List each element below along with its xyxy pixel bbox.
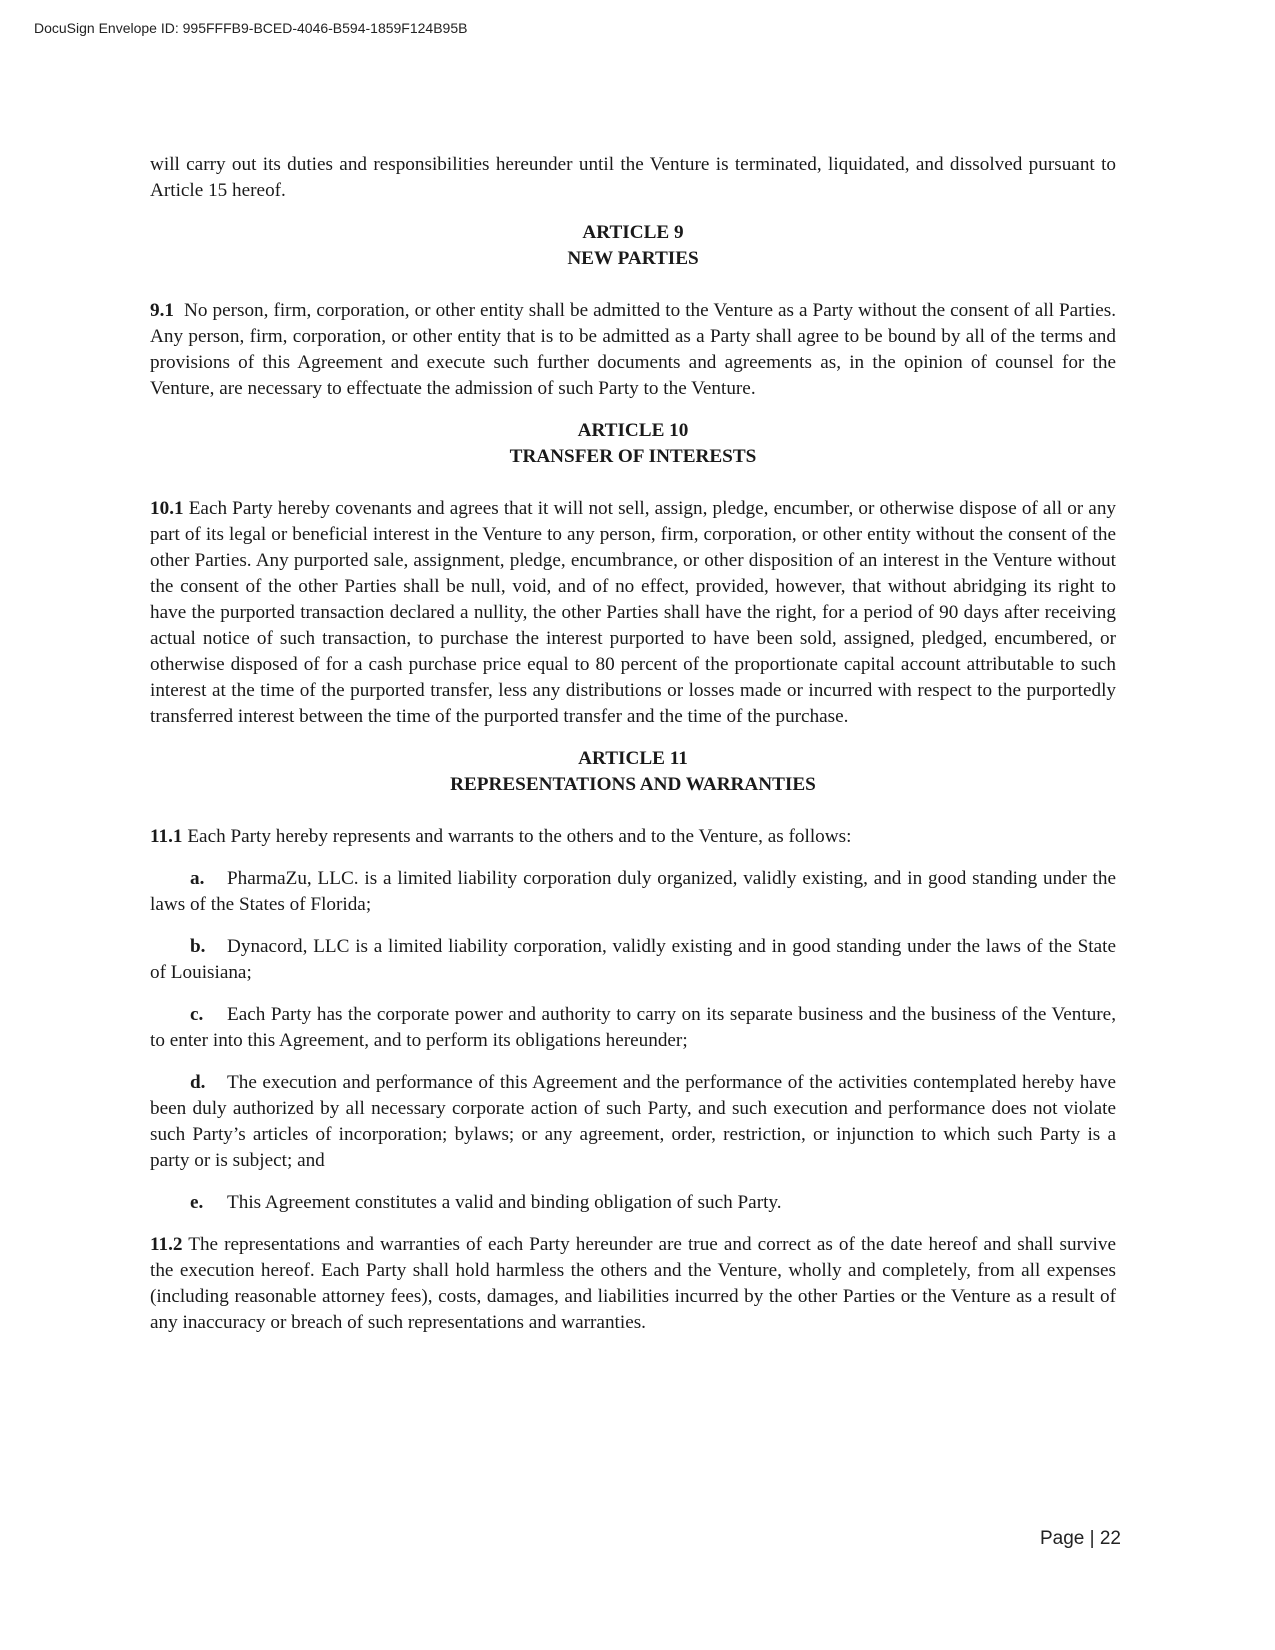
section-number: 11.2: [150, 1234, 183, 1255]
section-number: 11.1: [150, 826, 183, 847]
list-item-letter: b.: [190, 936, 206, 957]
list-item-text: PharmaZu, LLC. is a limited liability corporation duly organized, validly existing, and in good standing under the laws of the States of Florida;: [150, 868, 1116, 915]
list-item-letter: d.: [190, 1072, 206, 1093]
section-text: No person, firm, corporation, or other entity shall be admitted to the Venture as a Party without the consent of all Parties. Any person, firm, corporation, or other entity that is to be admitted as a Party shall agree to be bound by all of the terms and provisions of this Agreement and execute such further documents and agreements as, in the opinion of counsel for the Venture, are necessary to effectuate the admission of such Party to the Venture.: [150, 300, 1117, 399]
section-9-1: [150, 298, 1116, 402]
list-item-text: The execution and performance of this Agreement and the performance of the activities contemplated hereby have been duly authorized by all necessary corporate action of such Party, and such execution and performance does not violate such Party’s articles of incorporation; bylaws; or any agreement, order, restriction, or injunction to which such Party is a party or is subject; and: [150, 1072, 1116, 1171]
list-item: [150, 1070, 1116, 1174]
list-item: [150, 866, 1116, 918]
section-11-2: [150, 1232, 1116, 1336]
section-text: Each Party hereby covenants and agrees that it will not sell, assign, pledge, encumber, or otherwise dispose of all or any part of its legal or beneficial interest in the Venture to any person, firm, corporation, or other entity without the consent of the other Parties. Any purported sale, assignment, pledge, encumbrance, or other disposition of an interest in the Venture without the consent of the other Parties shall be null, void, and of no effect, provided, however, that without abridging its right to have the purported transaction declared a nullity, the other Parties shall have the right, for a period of 90 days after receiving actual notice of such transaction, to purchase the interest purported to have been sold, assigned, pledged, encumbered, or otherwise disposed of for a cash purchase price equal to 80 percent of the proportionate capital account attributable to such interest at the time of the purported transfer, less any distributions or losses made or incurred with respect to the purportedly transferred interest between the time of the purported transfer and the time of the purchase.: [150, 498, 1117, 727]
document-body: [150, 152, 1116, 1336]
section-number: 9.1: [150, 300, 174, 321]
section-text: Each Party hereby represents and warrants to the others and to the Venture, as follows:: [187, 826, 852, 847]
article-11-heading: [150, 746, 1116, 798]
section-number: 10.1: [150, 498, 184, 519]
article-11-subtitle: REPRESENTATIONS AND WARRANTIES: [450, 774, 816, 795]
list-item-letter: c.: [190, 1004, 204, 1025]
article-11-title: ARTICLE 11: [578, 748, 688, 769]
list-item-letter: a.: [190, 868, 205, 889]
article-9-subtitle: NEW PARTIES: [567, 248, 699, 269]
section-text: The representations and warranties of each Party hereunder are true and correct as of the date hereof and shall survive the execution hereof. Each Party shall hold harmless the others and the Venture, wholly and completely, from all expenses (including reasonable attorney fees), costs, damages, and liabilities incurred by the other Parties or the Venture as a result of any inaccuracy or breach of such representations and warranties.: [150, 1234, 1117, 1333]
article-9-title: ARTICLE 9: [582, 222, 684, 243]
article-10-heading: [150, 418, 1116, 470]
article-10-title: ARTICLE 10: [577, 420, 689, 441]
list-item: [150, 1190, 1116, 1216]
list-item-letter: e.: [190, 1192, 204, 1213]
article-9-heading: [150, 220, 1116, 272]
list-item-text: Each Party has the corporate power and authority to carry on its separate business and the business of the Venture, to enter into this Agreement, and to perform its obligations hereunder;: [150, 1004, 1116, 1051]
section-11-1: [150, 824, 1116, 850]
section-10-1: [150, 496, 1116, 730]
list-item-text: Dynacord, LLC is a limited liability corporation, validly existing and in good standing under the laws of the State of Louisiana;: [150, 936, 1116, 983]
envelope-id: DocuSign Envelope ID: 995FFFB9-BCED-4046-B594-1859F124B95B: [34, 20, 468, 36]
intro-paragraph: will carry out its duties and responsibilities hereunder until the Venture is terminated, liquidated, and dissolved pursuant to Article 15 hereof.: [150, 154, 1116, 201]
list-item: [150, 1002, 1116, 1054]
article-10-subtitle: TRANSFER OF INTERESTS: [509, 446, 757, 467]
page-number: Page | 22: [1040, 1528, 1122, 1549]
list-item-text: This Agreement constitutes a valid and binding obligation of such Party.: [227, 1192, 782, 1213]
list-item: [150, 934, 1116, 986]
